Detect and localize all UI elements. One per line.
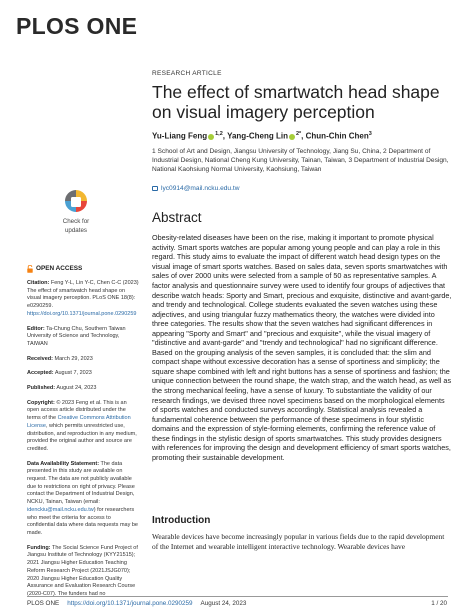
accepted-label: Accepted: <box>27 370 54 377</box>
published-block <box>27 385 139 393</box>
page-footer <box>27 600 447 607</box>
open-access-label <box>27 265 139 273</box>
copyright-block <box>27 400 139 454</box>
abstract-heading: Abstract <box>152 210 202 226</box>
article-type: RESEARCH ARTICLE <box>152 70 222 77</box>
author-affiliation-marker: 2* <box>295 131 302 137</box>
check-for-updates-icon <box>63 188 89 216</box>
editor-label: Editor: <box>27 325 45 332</box>
abstract-text: Obesity-related diseases have been on the rise, making it important to promote physical activity. Smart sports watches are popular among young people and can play a role in this regard. This study aims to evaluate the impact of different watch head design types on the visual image of smart sports watches. Based on sales data, seven sports smartwatches with sales of over 2000 units were selected from a sample of 50 as representative samples. A factor analysis and questionnaire survey were used to identify four groups of adjectives that describe watch heads: Sporty and Smart, precious and exquisite, distinctive and avant-garde, and trendy and technological. College students evaluated the seven watches using these adjectives, and using triangular fuzzy mathematics theory, the watches were divided into three categories. The results show that the seven watches had significant differences in appearing "Sporty and Smart" and "precious and exquisite", while the visual imagery of "distinctive and avant-garde" and "trendy and technological" had no significant difference. Based on the grouping analysis of the seven samples, it is concluded that: the slim and compact shape without excessive decoration has a sense of sportiness and simplicity; the square shape combined with left and right buttons has a sense of sportiness and fashion; the unique connection between the round shape, the watch strap, and the watch head, as well as the strong mechanical feeling, have a sense of luxury. To substantiate the validity of our research findings, we devised three novel specimens based on the morphological elements of sports watches and conducted surveys accordingly. Statistical analysis revealed a fundamental coherence between the performance of these specimens in four stylistic domains and the expression of style-forming elements, confirming the reference value of these findings in the stylistic design of sports smartwatches. This study provides designers with references for improving the design and development efficiency of smart sports watches, promoting their sustainable development. <box>152 233 452 462</box>
footer-journal: PLOS ONE <box>27 600 60 607</box>
funding-label: Funding: <box>27 544 51 551</box>
badge-label-2: updates <box>64 227 88 234</box>
license-link[interactable]: Creative Commons Attribution License <box>27 415 131 429</box>
author-list: Yu-Liang Feng $^{1,2}$, Yang-Cheng Lin $^{2*}$, Chun-Chin Chen$^3$ <box>152 131 372 141</box>
journal-logo[interactable]: PLOS ONE <box>16 13 138 39</box>
author-affiliation-marker: 1,2 <box>215 131 223 137</box>
data-availability-label: Data Availability Statement: <box>27 460 100 467</box>
open-lock-icon <box>27 265 33 273</box>
citation-block <box>27 280 139 319</box>
accepted-date: August 7, 2023 <box>54 370 92 377</box>
corresponding-email[interactable] <box>152 185 452 192</box>
introduction-text: Wearable devices have become increasingly popular in various fields due to the rapid development of the Internet and wearable intelligent interactive technology. Wearable devices have <box>152 532 445 551</box>
corresponding-email-text[interactable]: lyc0914@mail.ncku.edu.tw <box>161 185 240 193</box>
author-name[interactable]: Yu-Liang Feng <box>152 131 208 141</box>
copyright-text-pre: © 2023 Feng et al. This is an open access article distributed under the terms of the <box>27 399 127 422</box>
data-availability-block <box>27 461 139 538</box>
citation-label: Citation: <box>27 280 50 286</box>
data-availability-text-pre: The data presented in this study are available on request. The data are not publicly available due to restrictions on right of privacy. Please contact the Department of Industrial Design, NCKU, Tainan, Taiwan (email: <box>27 460 135 506</box>
published-label: Published: <box>27 385 56 392</box>
copyright-label: Copyright: <box>27 399 55 406</box>
affiliations: 1 School of Art and Design, Jiangsu University of Technology, Jiang Su, China, 2 Department of Industrial Design, National Cheng Kung University, Tainan, Taiwan, 3 Department of Industrial Design, National Kaohsiung Normal University, Kaohsiung, Taiwan <box>152 147 449 174</box>
accepted-block <box>27 370 139 378</box>
data-availability-email-link[interactable]: idenckiu@mail.ncku.edu.tw <box>27 506 94 513</box>
orcid-icon[interactable] <box>208 134 214 140</box>
badge-label-1: Check for <box>62 218 90 225</box>
received-date: March 29, 2023 <box>54 355 93 362</box>
author-affiliation-marker: 3 <box>368 131 372 137</box>
mail-icon <box>152 186 158 191</box>
footer-doi-link[interactable]: https://doi.org/10.1371/journal.pone.0290259 <box>67 600 193 607</box>
open-access-text: OPEN ACCESS <box>36 265 83 273</box>
check-for-updates-badge[interactable] <box>52 188 100 242</box>
footer-page-number: 1 / 20 <box>431 600 447 607</box>
article-title: The effect of smartwatch head shape on visual imagery perception <box>152 82 440 122</box>
received-block <box>27 356 139 364</box>
citation-doi-link[interactable]: https://doi.org/10.1371/journal.pone.0290259 <box>27 310 137 317</box>
article-main <box>152 70 452 462</box>
introduction-heading: Introduction <box>152 515 211 526</box>
editor-text: Ta-Chung Chu, Southern Taiwan University of Science and Technology, TAIWAN <box>27 325 126 347</box>
received-label: Received: <box>27 355 53 362</box>
copyright-text-post: , which permits unrestricted use, distribution, and reproduction in any medium, provided the original author and source are credited. <box>27 422 137 452</box>
funding-text: The Social Science Fund Project of Jiangsu Institute of Technology (KYY21515); 2021 Jiangsu Higher Education Teaching Reform Research Project (2021JSJG070); 2020 Jiangsu Higher Education Quality Assurance and Evaluation Research Course (2020-C07). The funders had no <box>27 544 138 597</box>
author-name[interactable]: Chun-Chin Chen <box>305 131 369 141</box>
footer-date: August 24, 2023 <box>200 600 247 607</box>
citation-text: Feng Y-L, Lin Y-C, Chen C-C (2023) The effect of smartwatch head shape on visual imagery perception. PLoS ONE 18(8): e0290259. <box>27 280 139 310</box>
article-sidebar <box>27 265 139 606</box>
orcid-icon[interactable] <box>289 134 295 140</box>
footer-divider <box>27 596 448 597</box>
published-date: August 24, 2023 <box>56 385 97 392</box>
data-availability-text-post: ) for researchers who meet the criteria for access to confidential data where data requests may be made. <box>27 506 138 536</box>
author-name[interactable]: Yang-Cheng Lin <box>227 131 288 141</box>
funding-block <box>27 545 139 599</box>
editor-block <box>27 326 139 349</box>
